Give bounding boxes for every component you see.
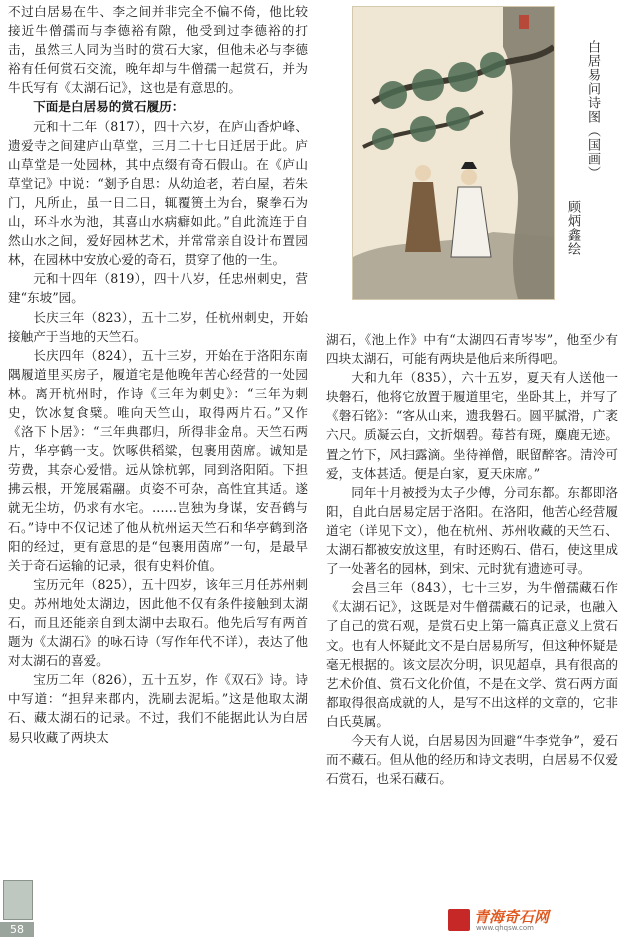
paragraph: 同年十月被授为太子少傅，分司东都。东都即洛阳，自此白居易定居于洛阳。在洛阳，他苦心经营履道宅（详见下文），他在杭州、苏州收藏的天竺石、太湖石都被安放这里，有时还购石、借石，使这里成了一处著名的园林，到宋、元时犹有遗迹可寻。 [326, 484, 618, 577]
paragraph: 宝历元年（825），五十四岁，该年三月任苏州刺史。苏州地处太湖边，因此他不仅有条件接触到太湖石，而且还能亲自到太湖中去取石。他先后写有两首题为《太湖石》的咏石诗（写作年代不详），表达了他对太湖石的喜爱。 [8, 576, 308, 669]
site-logo-icon [448, 909, 470, 931]
page-number: 58 [0, 922, 34, 937]
paragraph: 大和九年（835），六十五岁，夏天有人送他一块磐石，他将它放置于履道里宅，坐卧其上，并写了《磐石铭》：“客从山来，遗我磐石。圆平腻滑，广袤六尺。质凝云白，文折烟碧。莓苔有斑，麋鹿无迹。置之竹下，风扫露滴。坐待禅僧，眠留醉客。清泠可爱，支体甚适。便是白家，夏天床席。” [326, 370, 618, 481]
paragraph: 湖石，《池上作》中有“太湖四石青岑岑”，他至少有四块太湖石，可能有两块是他后来所得吧。 [326, 332, 618, 367]
paragraph: 今天有人说，白居易因为回避“牛李党争”，爱石而不藏石。但从他的经历和诗文表明，白居易不仅爱石赏石，也采石藏石。 [326, 732, 618, 787]
paragraph: 会昌三年（843），七十三岁，为牛僧孺藏石作《太湖石记》，这既是对牛僧孺藏石的记录，也融入了自己的赏石观，是赏石史上第一篇真正意义上赏石文。也有人怀疑此文不是白居易所写，但这种怀疑是毫无根据的。该文层次分明，识见超卓，具有很高的艺术价值、赏石文化价值，不是在文学、赏石两方面都取得很高成就的人，是写不出这样的文章的，它非白氏莫属。 [326, 580, 618, 729]
article-left-column [8, 2, 308, 747]
paragraph: 长庆四年（824），五十三岁，开始在于洛阳东南隅履道里买房子，履道宅是他晚年苦心经营的一处园林。离开杭州时，作诗《三年为刺史》：“三年为刺史，饮冰复食檗。唯向天竺山，取得两片石。”又作《洛下卜居》：“三年典郡归，所得非金帛。天竺石两片，华亭鹤一支。饮啄供稻粱，包裹用茵席。诚知是劳费，其奈心爱惜。远从馀杭郭，同到洛阳陌。下担拂云根，开笼展霜翮。贞姿不可杂，高性宜其适。遂就无尘坊，仍求有水宅。……岂独为身谋，安吾鹤与石。”诗中不仅记述了他从杭州运天竺石和华亭鹤到洛阳的经过，更有意思的是“包裹用茵席”一句，是最早关于奇石运输的记录，很有史料价值。 [8, 347, 308, 573]
section-heading: 下面是白居易的赏石履历： [33, 99, 185, 115]
paragraph: 元和十四年（819），四十八岁，任忠州刺史，营建“东坡”园。 [8, 271, 308, 306]
figure-caption [561, 40, 599, 290]
figure-type-note: （国画） [585, 124, 600, 180]
magazine-cover-thumbnail [3, 880, 33, 920]
figure-artist: 顾炳鑫绘 [565, 200, 580, 256]
site-watermark [474, 906, 620, 937]
paragraph: 宝历二年（826），五十五岁，作《双石》诗。诗中写道：“担舁来郡内，洗刷去泥垢。”这是他取太湖石、藏太湖石的记录。不过，我们不能据此认为白居易只收藏了两块太 [8, 672, 308, 745]
watermark-url: www.qhqsw.com [476, 924, 534, 932]
watermark-text: 青海奇石网 [474, 908, 550, 926]
article-right-column [326, 330, 618, 788]
painting-illustration [352, 6, 555, 300]
figure-title-text: 白居易问诗图 [585, 40, 600, 124]
paragraph: 不过白居易在牛、李之间并非完全不偏不倚，他比较接近牛僧孺而与李德裕有隙，他受到过李德裕的打击，虽然三人同为当时的赏石大家，但他未必与李德裕有任何赏石交流，晚年却与牛僧孺一起赏石，并为牛氏写有《太湖石记》，这也是有意思的。 [8, 4, 308, 96]
paragraph: 元和十二年（817），四十六岁，在庐山香炉峰、遗爱寺之间建庐山草堂，三月二十七日迁居于此。庐山草堂是一处园林，其中点缀有奇石假山。在《庐山草堂记》中说：“剗予自思：从幼迨老，若白屋，若朱门，凡所止，虽一日二日，辄覆篑土为台，聚拳石为山，环斗水为池，其喜山水病癖如此。”自此流连于自然山水之间，爱好园林艺术，并常常亲自设计布置园林，在园林中安放心爱的奇石，贯穿了他的一生。 [8, 118, 308, 268]
figure-title [583, 40, 602, 180]
paragraph: 长庆三年（823），五十二岁，任杭州刺史，开始接触产于当地的天竺石。 [8, 309, 308, 344]
ink-painting-graphic [353, 7, 554, 299]
